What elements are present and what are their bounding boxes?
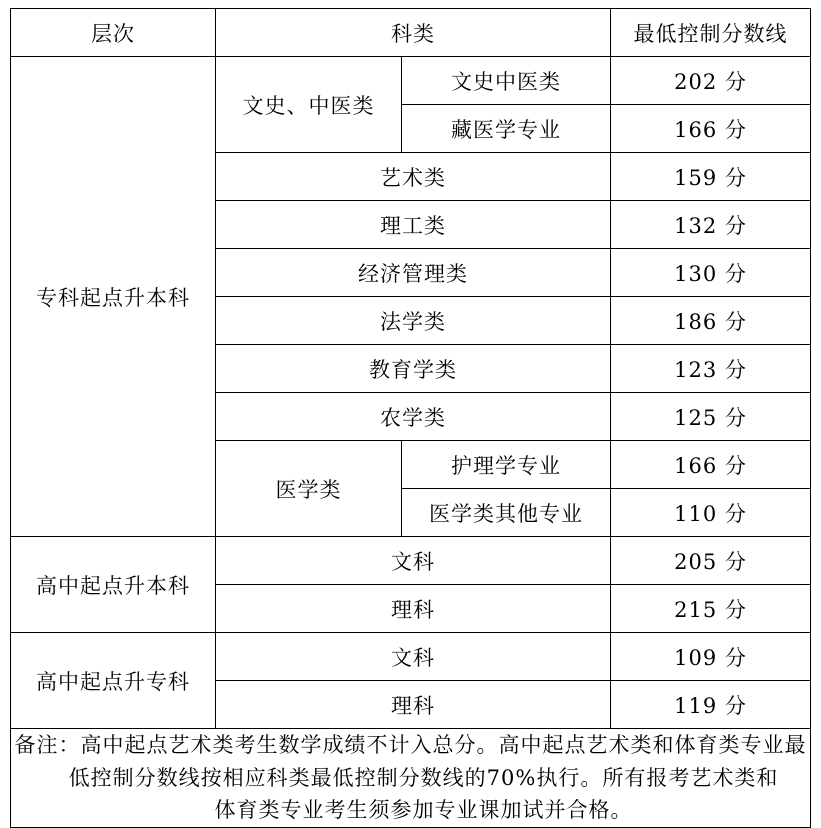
- category-cell: 文科: [216, 633, 611, 681]
- category-cell: 理科: [216, 681, 611, 729]
- table-row: [11, 633, 811, 681]
- score-cell: 119 分: [611, 681, 811, 729]
- category-cell: 教育学类: [216, 345, 611, 393]
- score-cell: 186 分: [611, 297, 811, 345]
- category-cell: 理科: [216, 585, 611, 633]
- note-line-1: 备注：高中起点艺术类考生数学成绩不计入总分。高中起点艺术类和体育类专业最: [14, 733, 807, 757]
- score-cell: 202 分: [611, 57, 811, 105]
- category-cell: 法学类: [216, 297, 611, 345]
- header-level: 层次: [11, 9, 216, 57]
- table-note-row: [11, 729, 811, 828]
- category-cell: 文科: [216, 537, 611, 585]
- score-cell: 123 分: [611, 345, 811, 393]
- category-cell: 医学类: [216, 441, 402, 537]
- subcategory-cell: 藏医学专业: [402, 105, 611, 153]
- category-cell: 文史、中医类: [216, 57, 402, 153]
- score-cell: 110 分: [611, 489, 811, 537]
- table-row: [11, 57, 811, 105]
- score-line-table: [10, 8, 811, 828]
- category-cell: 理工类: [216, 201, 611, 249]
- note-line-2: 低控制分数线按相应科类最低控制分数线的70%执行。所有报考艺术类和: [68, 765, 779, 790]
- table-header: [11, 9, 811, 57]
- category-cell: 艺术类: [216, 153, 611, 201]
- score-cell: 215 分: [611, 585, 811, 633]
- subcategory-cell: 护理学专业: [402, 441, 611, 489]
- category-cell: 农学类: [216, 393, 611, 441]
- score-cell: 132 分: [611, 201, 811, 249]
- level-cell-gaozhong-zhuanke: 高中起点升专科: [11, 633, 216, 729]
- category-cell: 经济管理类: [216, 249, 611, 297]
- table-row: [11, 537, 811, 585]
- table-note: [11, 729, 811, 828]
- level-cell-gaozhong-benke: 高中起点升本科: [11, 537, 216, 633]
- header-category: 科类: [216, 9, 611, 57]
- score-cell: 125 分: [611, 393, 811, 441]
- score-cell: 205 分: [611, 537, 811, 585]
- table-header-row: [11, 9, 811, 57]
- subcategory-cell: 医学类其他专业: [402, 489, 611, 537]
- header-score: 最低控制分数线: [611, 9, 811, 57]
- subcategory-cell: 文史中医类: [402, 57, 611, 105]
- score-cell: 166 分: [611, 105, 811, 153]
- level-cell-zhuanke: 专科起点升本科: [11, 57, 216, 537]
- score-cell: 159 分: [611, 153, 811, 201]
- table-body: [11, 57, 811, 828]
- note-line-3: 体育类专业考生须参加专业课加试并合格。: [214, 798, 633, 823]
- score-cell: 130 分: [611, 249, 811, 297]
- score-cell: 166 分: [611, 441, 811, 489]
- score-cell: 109 分: [611, 633, 811, 681]
